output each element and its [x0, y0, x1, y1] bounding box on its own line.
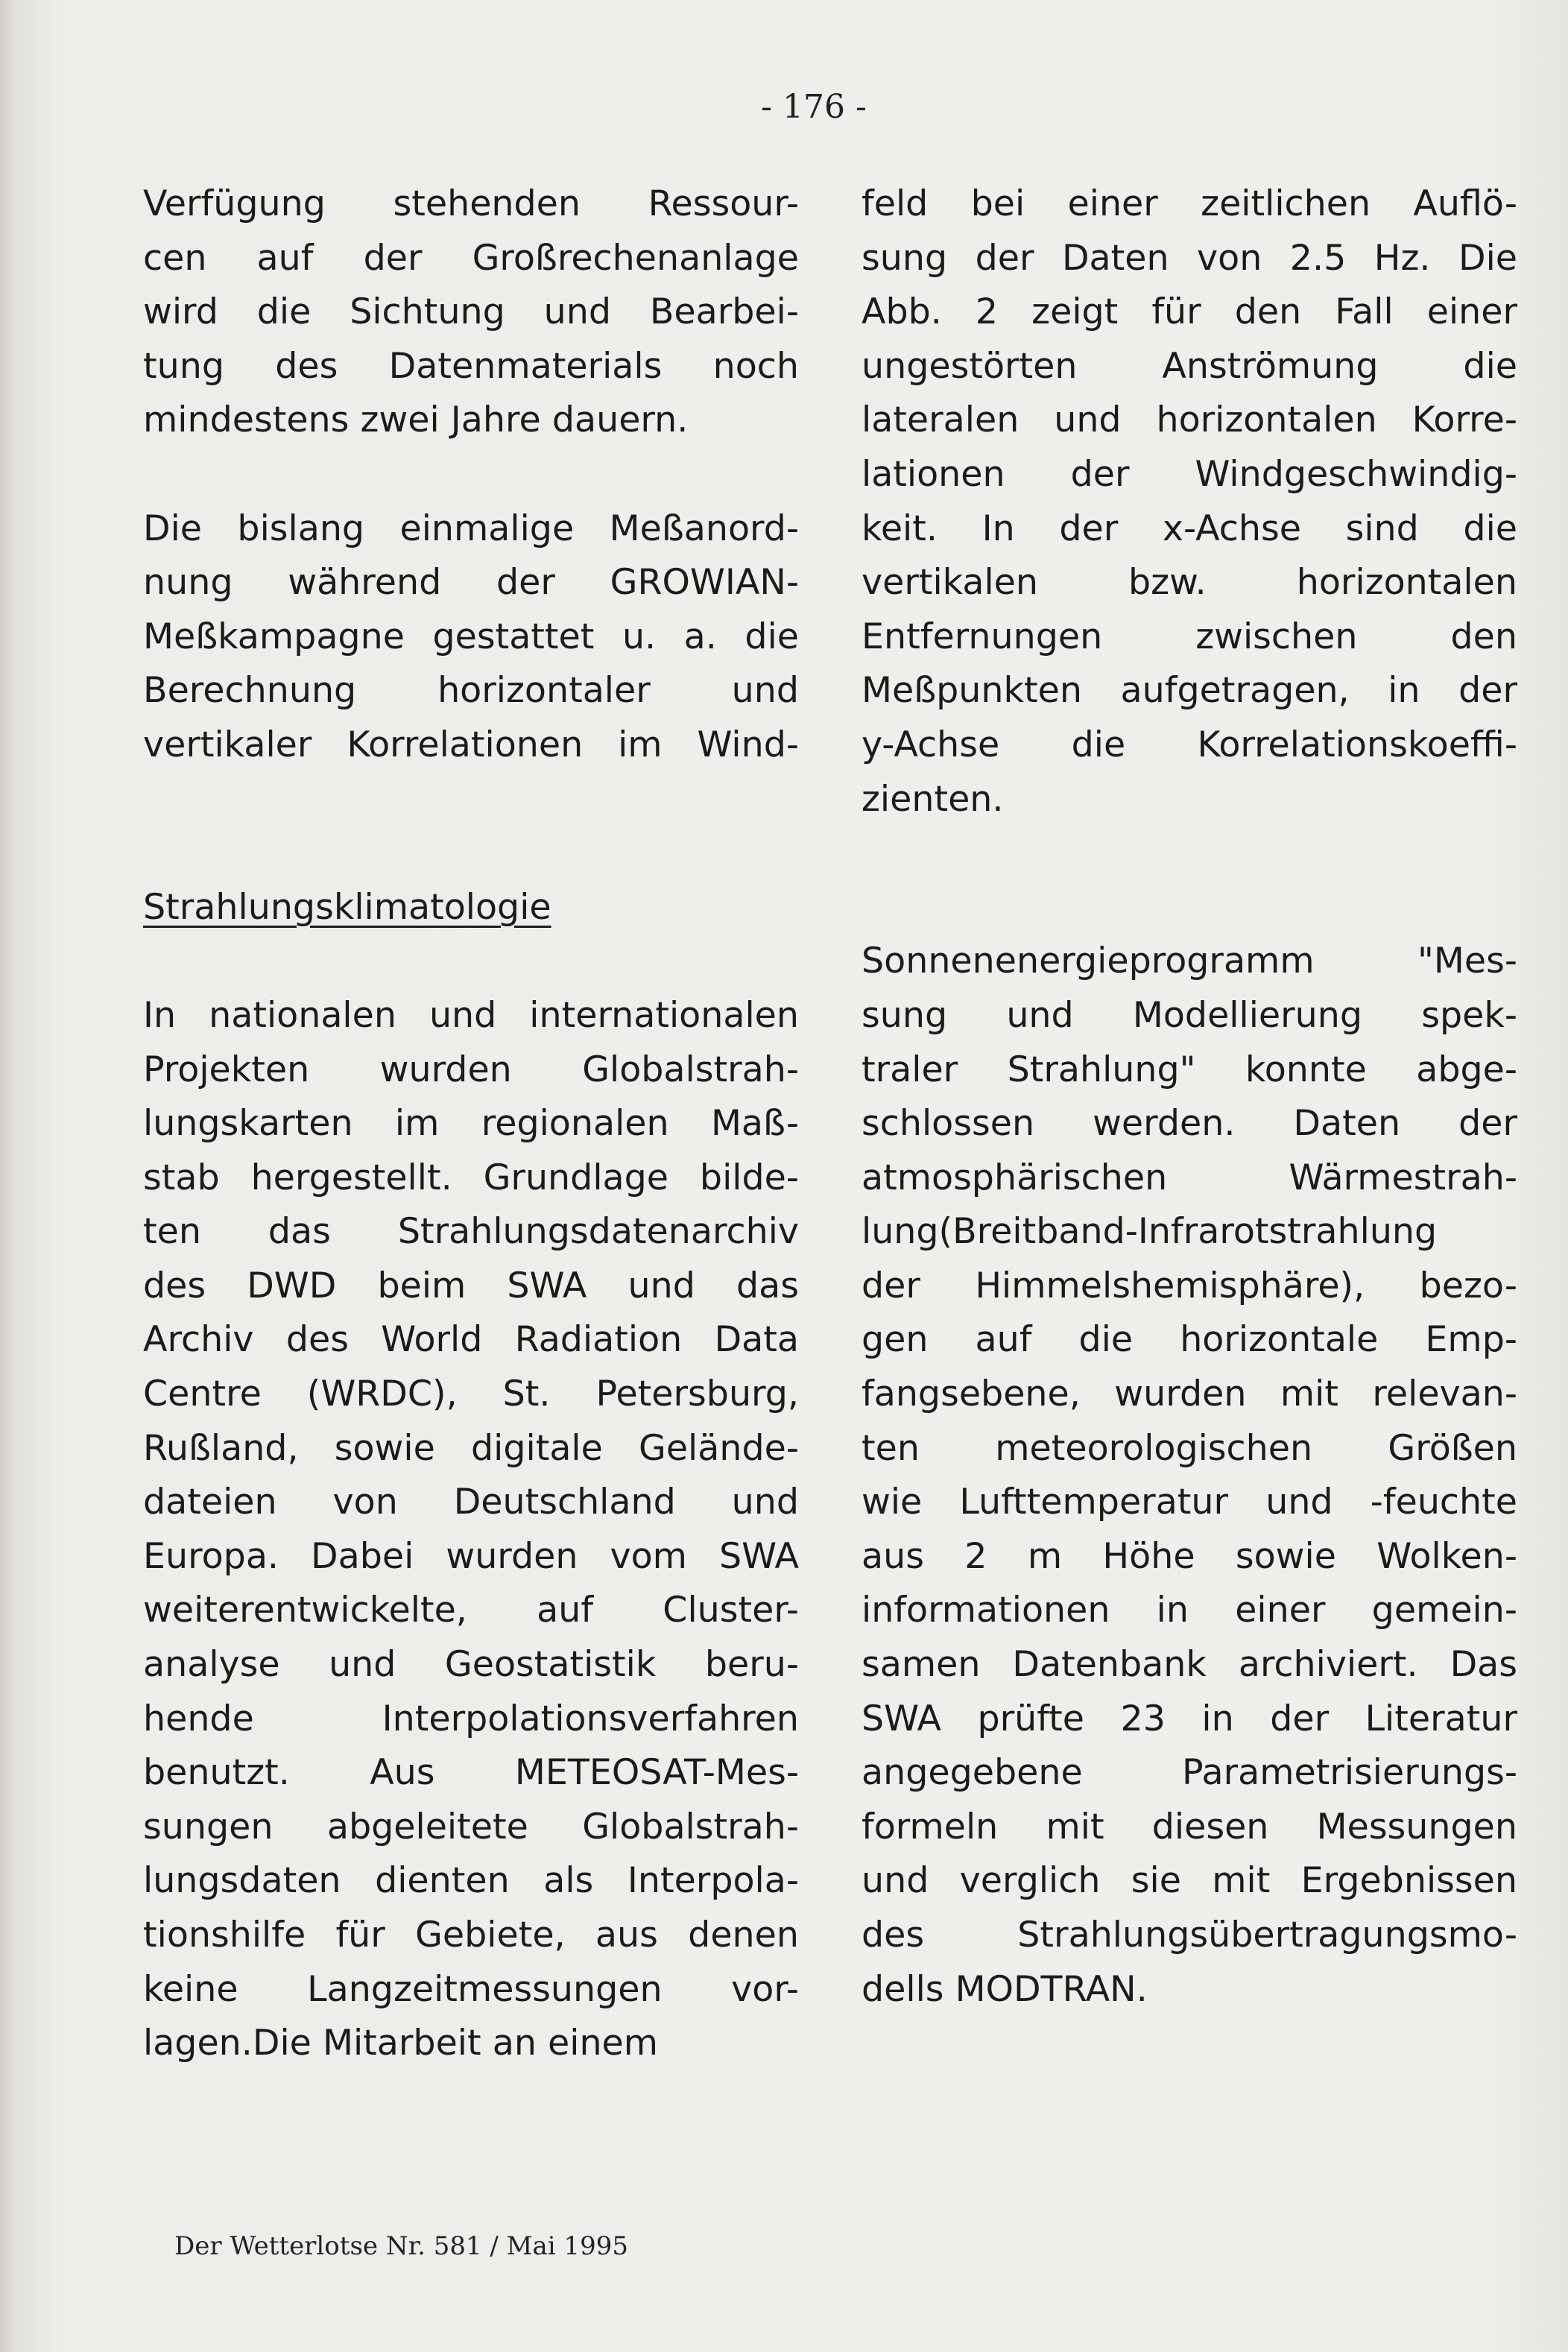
- text-line: sung und Modellierung spek-: [862, 994, 1517, 1036]
- text-line: samen Datenbank archiviert. Das: [862, 1644, 1517, 1686]
- text-line: Archiv des World Radiation Data: [143, 1319, 799, 1361]
- page-edge-shadow: [0, 0, 52, 2352]
- text-line: y-Achse die Korrelationskoeffi-: [862, 724, 1517, 765]
- text-line: Projekten wurden Globalstrah-: [143, 1049, 799, 1090]
- text-line: der Himmelshemisphäre), bezo-: [862, 1265, 1517, 1306]
- text-line: Meßkampagne gestattet u. a. die: [143, 616, 799, 657]
- text-line: sungen abgeleitete Globalstrah-: [143, 1806, 799, 1847]
- section-heading: Strahlungsklimatologie: [143, 886, 551, 928]
- text-line: fangsebene, wurden mit relevan-: [862, 1373, 1517, 1415]
- text-line: Rußland, sowie digitale Gelände-: [143, 1427, 799, 1469]
- text-line: lungskarten im regionalen Maß-: [143, 1103, 799, 1145]
- text-line: lagen.Die Mitarbeit an einem: [143, 2023, 659, 2064]
- text-line: In nationalen und internationalen: [143, 994, 799, 1036]
- text-line: ten das Strahlungsdatenarchiv: [143, 1211, 799, 1253]
- right-column: [862, 177, 1517, 2017]
- text-line: ungestörten Anströmung die: [862, 345, 1517, 387]
- text-line: des DWD beim SWA und das: [143, 1265, 799, 1306]
- text-line: formeln mit diesen Messungen: [862, 1806, 1517, 1847]
- text-line: Entfernungen zwischen den: [862, 616, 1517, 657]
- text-line: keit. In der x-Achse sind die: [862, 508, 1517, 549]
- text-line: weiterentwickelte, auf Cluster-: [143, 1590, 799, 1631]
- text-line: Berechnung horizontaler und: [143, 670, 799, 712]
- text-line: aus 2 m Höhe sowie Wolken-: [862, 1535, 1517, 1577]
- text-line: vertikalen bzw. horizontalen: [862, 562, 1517, 604]
- text-line: zienten.: [862, 778, 1004, 820]
- text-line: ten meteorologischen Größen: [862, 1427, 1517, 1469]
- text-line: vertikaler Korrelationen im Wind-: [143, 724, 799, 765]
- text-line: lationen der Windgeschwindig-: [862, 453, 1517, 495]
- left-paragraph-2: [143, 502, 799, 773]
- text-line: Verfügung stehenden Ressour-: [143, 183, 799, 224]
- paragraph-gap: [143, 826, 799, 881]
- text-line: wie Lufttemperatur und -feuchte: [862, 1482, 1517, 1523]
- right-paragraph-1: [862, 177, 1517, 826]
- text-line: atmosphärischen Wärmestrah-: [862, 1157, 1517, 1198]
- text-line: informationen in einer gemein-: [862, 1590, 1517, 1631]
- text-line: mindestens zwei Jahre dauern.: [143, 399, 689, 441]
- text-line: feld bei einer zeitlichen Auflö-: [862, 183, 1517, 224]
- text-line: dateien von Deutschland und: [143, 1482, 799, 1523]
- section-heading-row: [143, 881, 799, 935]
- paragraph-gap: [862, 881, 1517, 935]
- text-line: angegebene Parametrisierungs-: [862, 1752, 1517, 1794]
- left-column: [143, 177, 799, 2071]
- text-line: SWA prüfte 23 in der Literatur: [862, 1698, 1517, 1739]
- text-line: benutzt. Aus METEOSAT-Mes-: [143, 1752, 799, 1794]
- page-footer: Der Wetterlotse Nr. 581 / Mai 1995: [174, 2231, 628, 2261]
- left-paragraph-3: [143, 989, 799, 2071]
- text-line: keine Langzeitmessungen vor-: [143, 1968, 799, 2010]
- text-line: lateralen und horizontalen Korre-: [862, 399, 1517, 441]
- right-paragraph-2: [862, 935, 1517, 2017]
- paragraph-gap: [143, 773, 799, 827]
- text-line: lungsdaten dienten als Interpola-: [143, 1860, 799, 1902]
- text-line: sung der Daten von 2.5 Hz. Die: [862, 237, 1517, 279]
- text-line: gen auf die horizontale Emp-: [862, 1319, 1517, 1361]
- text-line: lung(Breitband-Infrarotstrahlung: [862, 1211, 1438, 1253]
- text-line: Abb. 2 zeigt für den Fall einer: [862, 291, 1517, 333]
- text-line: Sonnenenergieprogramm "Mes-: [862, 941, 1517, 982]
- text-line: stab hergestellt. Grundlage bilde-: [143, 1157, 799, 1198]
- text-line: dells MODTRAN.: [862, 1968, 1148, 2010]
- paragraph-gap: [862, 826, 1517, 881]
- paragraph-gap: [143, 448, 799, 502]
- text-line: Die bislang einmalige Meßanord-: [143, 508, 799, 549]
- text-line: nung während der GROWIAN-: [143, 562, 799, 604]
- text-line: Centre (WRDC), St. Petersburg,: [143, 1373, 799, 1415]
- text-line: tung des Datenmaterials noch: [143, 345, 799, 387]
- text-line: Europa. Dabei wurden vom SWA: [143, 1535, 799, 1577]
- text-line: traler Strahlung" konnte abge-: [862, 1049, 1517, 1090]
- paragraph-gap: [143, 935, 799, 989]
- left-paragraph-1: [143, 177, 799, 448]
- text-line: analyse und Geostatistik beru-: [143, 1644, 799, 1686]
- text-line: wird die Sichtung und Bearbei-: [143, 291, 799, 333]
- text-line: schlossen werden. Daten der: [862, 1103, 1517, 1145]
- page-number: - 176 -: [761, 88, 867, 126]
- text-line: hende Interpolationsverfahren: [143, 1698, 799, 1739]
- text-line: tionshilfe für Gebiete, aus denen: [143, 1915, 799, 1956]
- text-line: Meßpunkten aufgetragen, in der: [862, 670, 1517, 712]
- text-line: cen auf der Großrechenanlage: [143, 237, 799, 279]
- text-line: des Strahlungsübertragungsmo-: [862, 1915, 1517, 1956]
- text-line: und verglich sie mit Ergebnissen: [862, 1860, 1517, 1902]
